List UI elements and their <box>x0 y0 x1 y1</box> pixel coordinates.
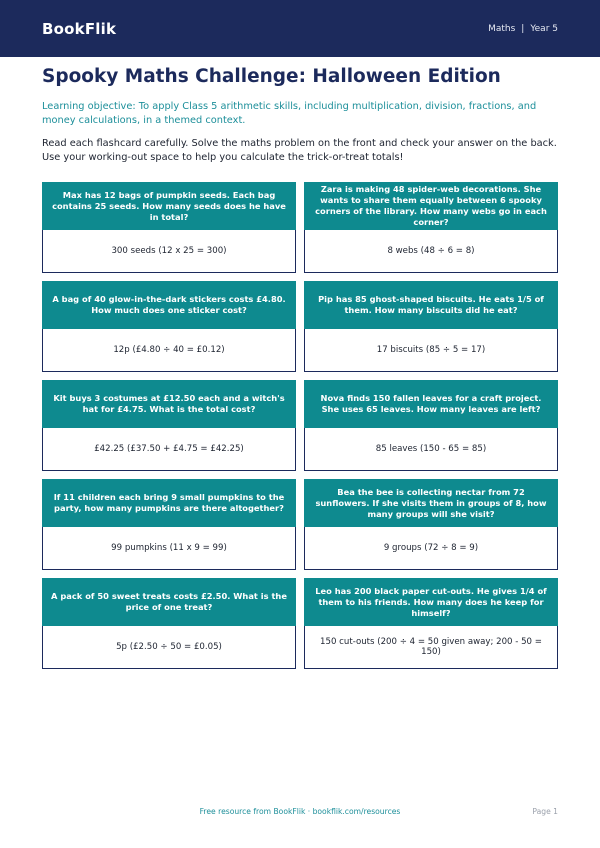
flashcard-question: Kit buys 3 costumes at £12.50 each and a witch's hat for £4.75. What is the total cost? <box>42 380 296 428</box>
flashcard-answer: 150 cut-outs (200 ÷ 4 = 50 given away; 200 - 50 = 150) <box>304 626 558 669</box>
flashcard[interactable] <box>304 281 558 372</box>
flashcard-answer: 5p (£2.50 ÷ 50 = £0.05) <box>42 626 296 669</box>
flashcard[interactable] <box>42 578 296 669</box>
flashcard[interactable] <box>42 479 296 570</box>
flashcard[interactable] <box>42 281 296 372</box>
flashcard-answer: £42.25 (£37.50 + £4.75 = £42.25) <box>42 428 296 471</box>
flashcard[interactable] <box>42 182 296 273</box>
flashcard-answer: 17 biscuits (85 ÷ 5 = 17) <box>304 329 558 372</box>
page-title: Spooky Maths Challenge: Halloween Edition <box>42 66 501 87</box>
flashcard[interactable] <box>304 578 558 669</box>
flashcard-answer: 8 webs (48 ÷ 6 = 8) <box>304 230 558 273</box>
page-number: Page 1 <box>532 807 558 816</box>
learning-objective: Learning objective: To apply Class 5 arithmetic skills, including multiplication, division, fractions, and money calculations, in a themed context. <box>42 101 537 126</box>
flashcard-question: Max has 12 bags of pumpkin seeds. Each bag contains 25 seeds. How many seeds does he have in total? <box>42 182 296 230</box>
flashcard-question: A pack of 50 sweet treats costs £2.50. What is the price of one treat? <box>42 578 296 626</box>
flashcard-question: Leo has 200 black paper cut-outs. He gives 1/4 of them to his friends. How many does he keep for himself? <box>304 578 558 626</box>
header-bar <box>0 0 600 57</box>
breadcrumb-level[interactable]: Year 5 <box>530 23 558 34</box>
flashcard-question: Nova finds 150 fallen leaves for a craft project. She uses 65 leaves. How many leaves are left? <box>304 380 558 428</box>
flashcard-answer: 99 pumpkins (11 x 9 = 99) <box>42 527 296 570</box>
flashcard-answer: 300 seeds (12 x 25 = 300) <box>42 230 296 273</box>
flashcard-answer: 85 leaves (150 - 65 = 85) <box>304 428 558 471</box>
breadcrumb-subject[interactable]: Maths <box>488 23 516 34</box>
brand-logo[interactable]: BookFlik <box>42 19 117 38</box>
flashcard[interactable] <box>304 479 558 570</box>
flashcard-question: If 11 children each bring 9 small pumpkins to the party, how many pumpkins are there altogether? <box>42 479 296 527</box>
flashcard-grid <box>42 182 558 669</box>
breadcrumb-separator: | <box>521 23 525 34</box>
flashcard-question: Pip has 85 ghost-shaped biscuits. He eats 1/5 of them. How many biscuits did he eat? <box>304 281 558 329</box>
flashcard[interactable] <box>42 380 296 471</box>
flashcard-question: Bea the bee is collecting nectar from 72 sunflowers. If she visits them in groups of 8, how many groups will she visit? <box>304 479 558 527</box>
flashcard-question: Zara is making 48 spider-web decorations. She wants to share them equally between 6 spooky corners of the library. How many webs go in each corner? <box>304 182 558 230</box>
footer-credit-link[interactable]: Free resource from BookFlik · bookflik.com/resources <box>199 807 401 816</box>
flashcard[interactable] <box>304 182 558 273</box>
flashcard-answer: 9 groups (72 ÷ 8 = 9) <box>304 527 558 570</box>
flashcard-answer: 12p (£4.80 ÷ 40 = £0.12) <box>42 329 296 372</box>
flashcard-question: A bag of 40 glow-in-the-dark stickers costs £4.80. How much does one sticker cost? <box>42 281 296 329</box>
breadcrumb <box>488 24 558 34</box>
instructions: Read each flashcard carefully. Solve the maths problem on the front and check your answer on the back. Use your working-out space to help you calculate the trick-or-treat totals! <box>42 138 557 163</box>
flashcard[interactable] <box>304 380 558 471</box>
